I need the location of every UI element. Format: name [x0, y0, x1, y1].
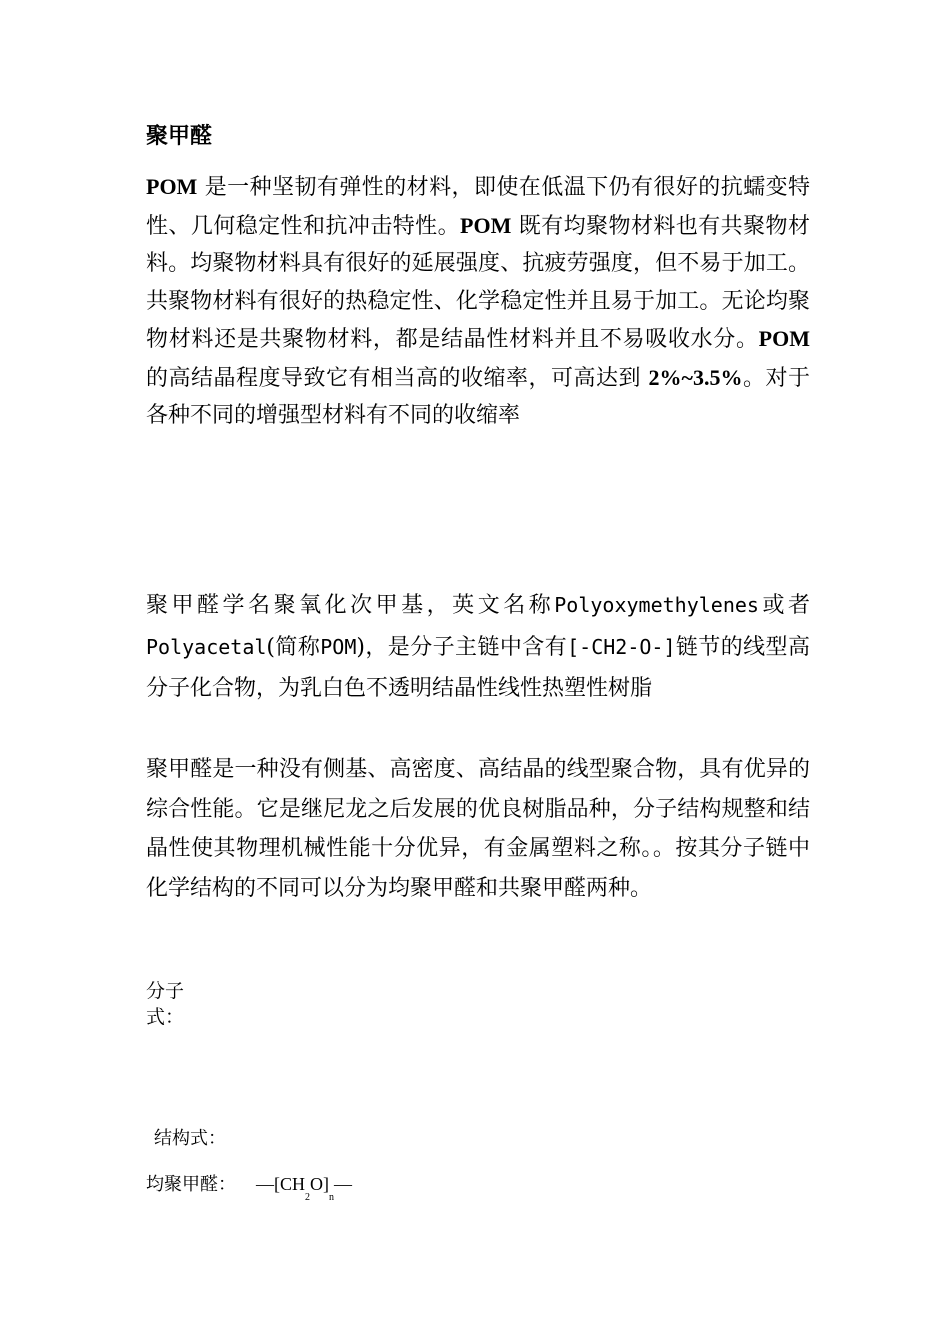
text-span: 是一种坚韧有弹性的材料，即使在低温下仍有很好的抗蠕变特性、几何稳定性和抗冲击特性。 — [146, 175, 810, 239]
pom-term: POM — [146, 174, 198, 199]
structural-formula-label: 结构式： — [154, 1128, 226, 1149]
pom-term: POM — [460, 212, 512, 238]
paragraph-pom-properties — [146, 168, 810, 435]
homopolymer-formula-line — [146, 1170, 352, 1212]
text-span: 或者 — [758, 593, 810, 618]
homopolymer-name: 均聚甲醛： — [146, 1174, 236, 1195]
text-span: )，是分子主链中含有 — [356, 634, 568, 660]
abbreviation: POM — [320, 634, 357, 659]
document-title: 聚甲醛 — [146, 123, 213, 149]
homopolymer-formula — [256, 1174, 352, 1203]
text-span: (简称 — [266, 634, 321, 660]
formula-part: — — [334, 1174, 352, 1194]
chain-unit: [-CH2-O-] — [567, 634, 676, 659]
shrinkage-value: 2%~3.5% — [648, 364, 743, 390]
formula-part: O] — [310, 1174, 329, 1194]
text-span: 既有均聚物材料也有共聚物材料。均聚物材料具有很好的延展强度、抗疲劳强度，但不易于加工。共聚物材料有很好的热稳定性、化学稳定性并且易于加工。无论均聚物材料还是共聚物材料，都是结晶性材料并且不易吸收水分。 — [146, 213, 810, 352]
paragraph-pom-structure: 聚甲醛是一种没有侧基、高密度、高结晶的线型聚合物，具有优异的综合性能。它是继尼龙之后发展的优良树脂品种，分子结构规整和结晶性使其物理机械性能十分优异，有金属塑料之称。。按其分子链中化学结构的不同可以分为均聚甲醛和共聚甲醛两种。 — [146, 757, 810, 901]
molecular-formula-label: 分子式： — [146, 980, 185, 1028]
english-name-alt: Polyacetal — [146, 634, 267, 659]
text-span: 。对于各种不同的增强型材料有不同的收缩率 — [146, 365, 810, 428]
paragraph-pom-definition — [146, 585, 810, 710]
formula-part: —[CH — [256, 1174, 305, 1194]
english-name: Polyoxymethylenes — [554, 593, 759, 617]
formula-subscript: n — [329, 1192, 334, 1203]
text-span: 聚甲醛学名聚氧化次甲基，英文名称 — [146, 593, 555, 618]
text-span: 的高结晶程度导致它有相当高的收缩率，可高达到 — [146, 365, 649, 391]
pom-term: POM — [758, 326, 810, 351]
formula-subscript: 2 — [305, 1192, 310, 1203]
text-span: 链节的线型高分子化合物，为乳白色不透明结晶性线性热塑性树脂 — [146, 634, 810, 701]
